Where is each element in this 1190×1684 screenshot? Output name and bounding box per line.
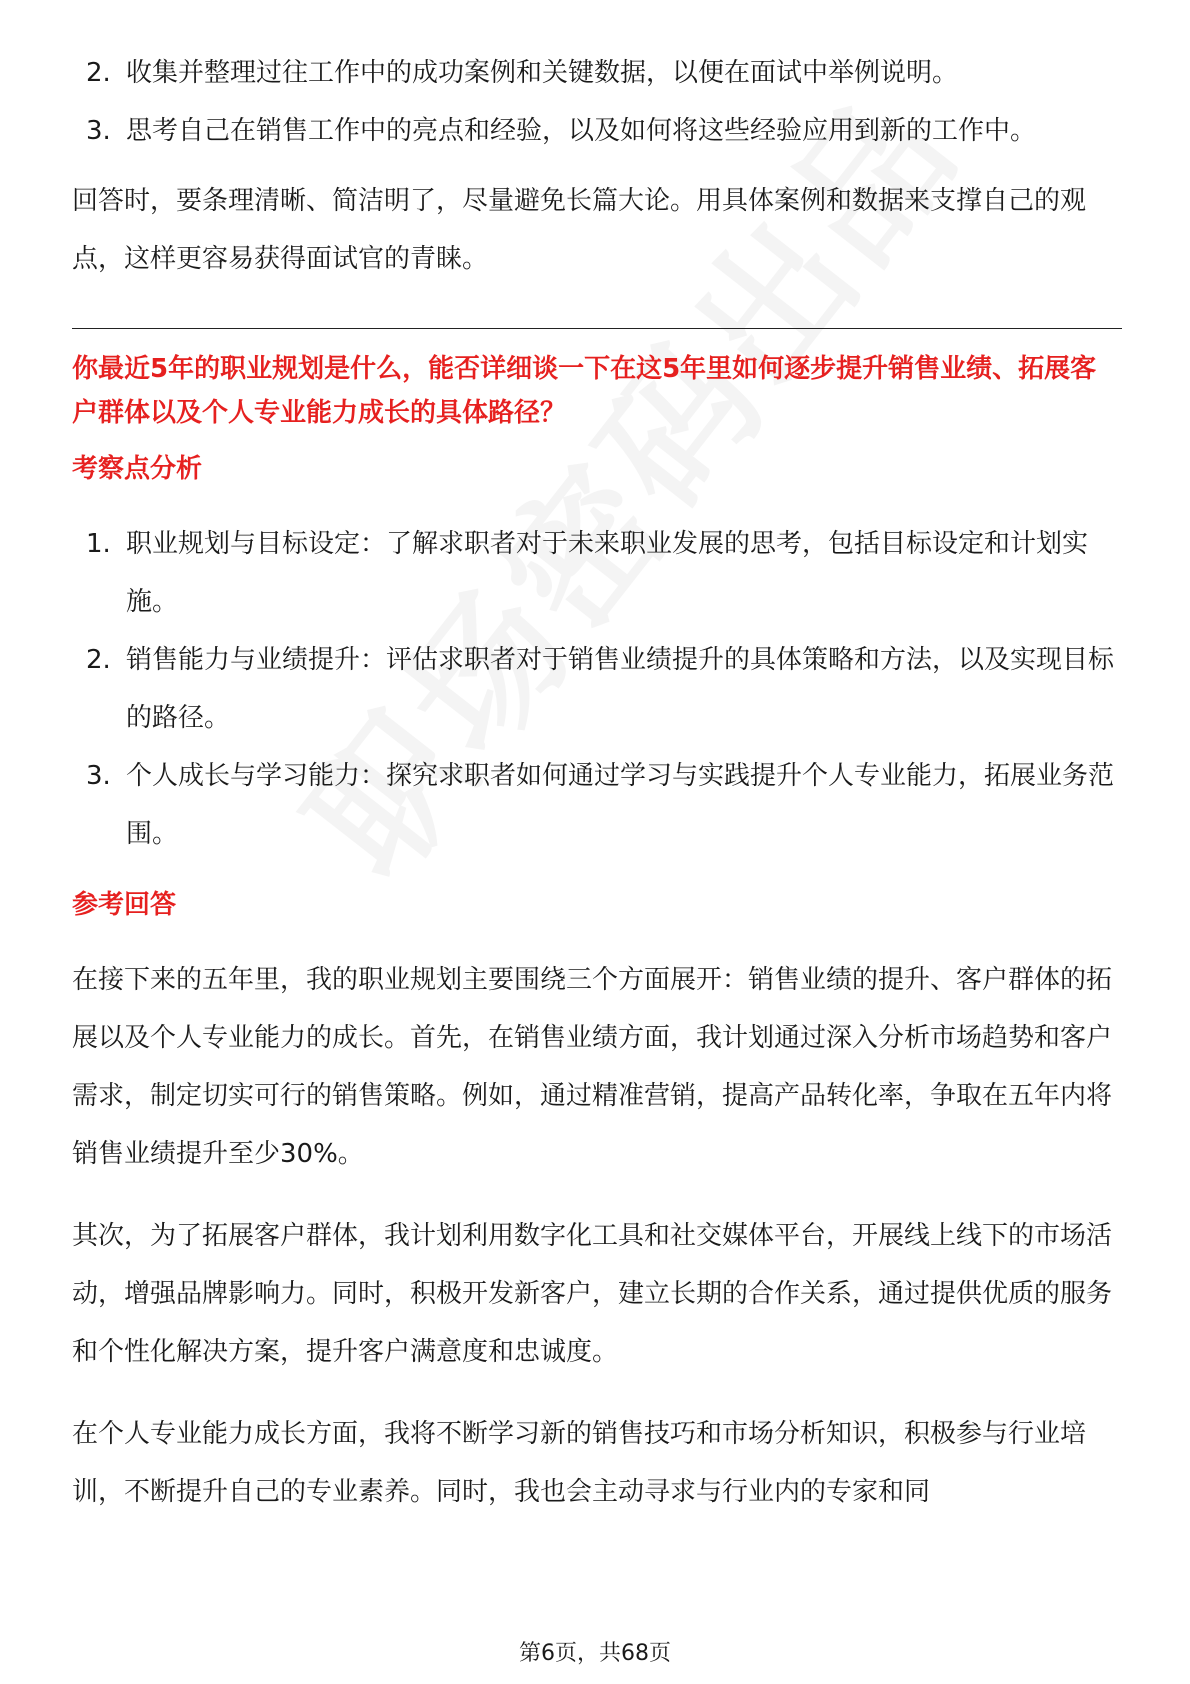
answer-paragraph: 其次，为了拓展客户群体，我计划利用数字化工具和社交媒体平台，开展线上线下的市场活动，增强品牌影响力。同时，积极开发新客户，建立长期的合作关系，通过提供优质的服务和个性化解决方案，提升客户满意度和忠诚度。 xyxy=(72,1221,1113,1367)
list-number: 2. xyxy=(86,645,111,675)
list-item xyxy=(72,515,1122,631)
list-number: 1. xyxy=(86,529,111,559)
answer-heading: 参考回答 xyxy=(72,890,177,920)
page-content xyxy=(72,44,1122,1521)
list-text: 职业规划与目标设定：了解求职者对于未来职业发展的思考，包括目标设定和计划实施。 xyxy=(126,529,1089,617)
list-text: 收集并整理过往工作中的成功案例和关键数据，以便在面试中举例说明。 xyxy=(126,58,959,88)
page-footer: 第6页，共68页 xyxy=(519,1641,671,1666)
list-text: 个人成长与学习能力：探究求职者如何通过学习与实践提升个人专业能力，拓展业务范围。 xyxy=(126,761,1115,849)
question-heading: 你最近5年的职业规划是什么，能否详细谈一下在这5年里如何逐步提升销售业绩、拓展客户群体以及个人专业能力成长的具体路径？ xyxy=(72,354,1097,428)
list-item xyxy=(72,44,1122,102)
list-text: 销售能力与业绩提升：评估求职者对于销售业绩提升的具体策略和方法，以及实现目标的路径。 xyxy=(126,645,1115,733)
analysis-list xyxy=(72,515,1122,863)
list-number: 3. xyxy=(86,116,111,146)
list-text: 思考自己在销售工作中的亮点和经验，以及如何将这些经验应用到新的工作中。 xyxy=(126,116,1037,146)
top-list xyxy=(72,44,1122,160)
list-number: 2. xyxy=(86,58,111,88)
list-item xyxy=(72,631,1122,747)
answer-paragraph: 在接下来的五年里，我的职业规划主要围绕三个方面展开：销售业绩的提升、客户群体的拓展以及个人专业能力的成长。首先，在销售业绩方面，我计划通过深入分析市场趋势和客户需求，制定切实可行的销售策略。例如，通过精准营销，提高产品转化率，争取在五年内将销售业绩提升至少30%。 xyxy=(72,965,1113,1169)
list-item xyxy=(72,747,1122,863)
section-divider xyxy=(72,328,1122,329)
body-paragraph: 回答时，要条理清晰、简洁明了，尽量避免长篇大论。用具体案例和数据来支撑自己的观点，这样更容易获得面试官的青睐。 xyxy=(72,186,1087,274)
analysis-heading: 考察点分析 xyxy=(72,454,203,484)
list-number: 3. xyxy=(86,761,111,791)
list-item xyxy=(72,102,1122,160)
answer-paragraph: 在个人专业能力成长方面，我将不断学习新的销售技巧和市场分析知识，积极参与行业培训，不断提升自己的专业素养。同时，我也会主动寻求与行业内的专家和同 xyxy=(72,1419,1087,1507)
